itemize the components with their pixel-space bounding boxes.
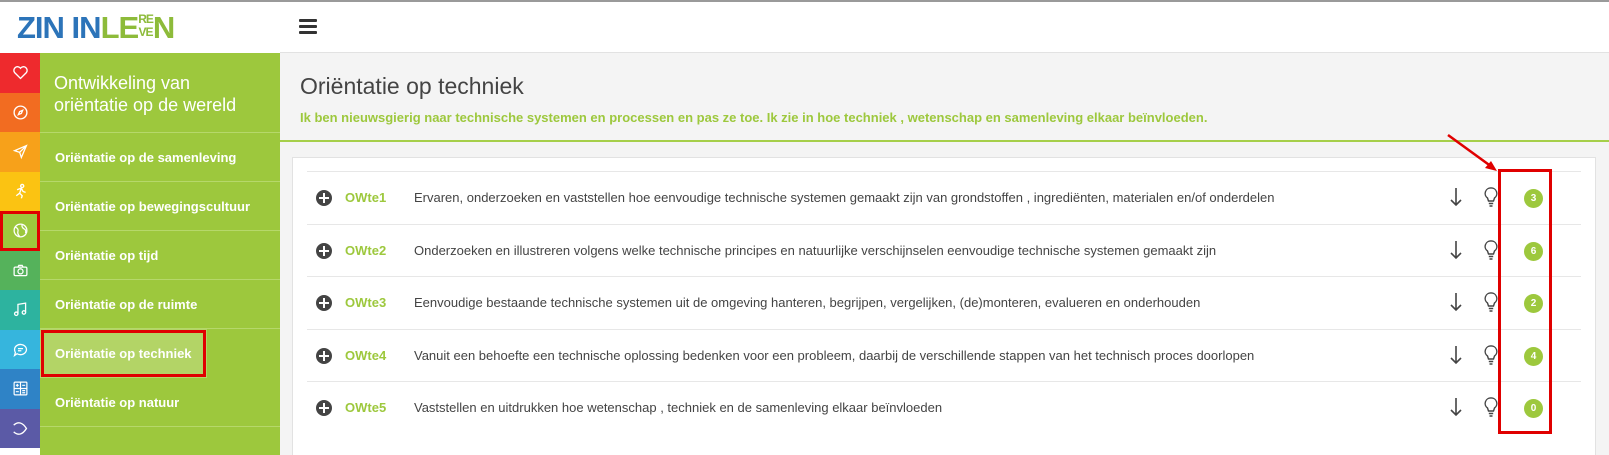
rail-item-running[interactable] (0, 172, 40, 212)
lightbulb-icon[interactable] (1483, 344, 1499, 366)
chat-icon (12, 341, 29, 358)
arrow-down-icon[interactable] (1449, 186, 1463, 208)
expand-plus-icon[interactable] (316, 243, 332, 259)
hamburger-menu-icon[interactable] (299, 19, 317, 35)
send-icon (12, 143, 29, 160)
goal-description: Vanuit een behoefte een technische oplossing bedenken voor een probleem, daarbij de verschillende stappen van het technisch proces doorlopen (414, 348, 1255, 363)
count-badge[interactable]: 2 (1524, 294, 1543, 313)
count-badge[interactable]: 0 (1524, 399, 1543, 418)
camera-icon (12, 262, 29, 279)
compass-icon (12, 104, 29, 121)
running-icon (12, 183, 29, 200)
music-icon (12, 301, 29, 318)
count-badge[interactable]: 4 (1524, 347, 1543, 366)
expand-plus-icon[interactable] (316, 400, 332, 416)
goal-code[interactable]: OWte5 (345, 400, 387, 415)
page-subtitle: Ik ben nieuwsgierig naar technische systemen en processen en pas ze toe. Ik zie in hoe techniek , wetenschap en samenleving elkaar beïnvloeden. (300, 110, 1208, 125)
rail-item-chat[interactable] (0, 330, 40, 370)
rail-item-heart[interactable] (0, 53, 40, 93)
goal-code[interactable]: OWte2 (345, 243, 387, 258)
page-title: Oriëntatie op techniek (300, 73, 524, 99)
goal-row[interactable] (307, 276, 1581, 329)
fish-icon (12, 420, 29, 437)
count-badge[interactable]: 3 (1524, 189, 1543, 208)
page-header (280, 53, 1609, 142)
goal-description: Onderzoeken en illustreren volgens welke technische principes en natuurlijke verschijnselen eenvoudige technische systemen gemaakt zijn (414, 243, 1217, 258)
rail-item-music[interactable] (0, 290, 40, 330)
subnav-item-tijd[interactable]: Oriëntatie op tijd (40, 231, 280, 280)
subnav-item-techniek[interactable]: Oriëntatie op techniek (40, 329, 207, 378)
logo[interactable]: ZIN INLERE VEN (17, 10, 175, 45)
goal-code[interactable]: OWte1 (345, 190, 387, 205)
top-bar (280, 2, 1609, 53)
lightbulb-icon[interactable] (1483, 186, 1499, 208)
goal-code[interactable]: OWte3 (345, 295, 387, 310)
sub-navigation (40, 53, 280, 455)
goal-row[interactable] (307, 224, 1581, 277)
rail-item-fish[interactable] (0, 409, 40, 449)
expand-plus-icon[interactable] (316, 190, 332, 206)
arrow-down-icon[interactable] (1449, 239, 1463, 261)
subnav-item-natuur[interactable]: Oriëntatie op natuur (40, 378, 280, 427)
count-badge[interactable]: 6 (1524, 242, 1543, 261)
main-content (280, 53, 1609, 455)
goal-description: Vaststellen en uitdrukken hoe wetenschap , techniek en de samenleving elkaar beïnvloeden (414, 400, 943, 415)
goal-description: Ervaren, onderzoeken en vaststellen hoe eenvoudige technische systemen gemaakt zijn van grondstoffen , ingrediënten, materialen en/of onderdelen (414, 190, 1275, 205)
rail-item-send[interactable] (0, 132, 40, 172)
arrow-down-icon[interactable] (1449, 291, 1463, 313)
calculator-icon (12, 380, 29, 397)
subnav-item-samenleving[interactable]: Oriëntatie op de samenleving (40, 133, 280, 182)
goal-row[interactable] (307, 171, 1581, 224)
subnav-title: Ontwikkeling van oriëntatie op de wereld (40, 53, 280, 133)
arrow-down-icon[interactable] (1449, 344, 1463, 366)
logo-bar (0, 2, 280, 53)
subnav-item-ruimte[interactable]: Oriëntatie op de ruimte (40, 280, 280, 329)
goal-description: Eenvoudige bestaande technische systemen uit de omgeving hanteren, begrijpen, vergelijken, (de)monteren, evalueren en onderhouden (414, 295, 1201, 310)
rail-item-compass[interactable] (0, 93, 40, 133)
rail-item-camera[interactable] (0, 251, 40, 291)
goal-row[interactable] (307, 329, 1581, 382)
goal-code[interactable]: OWte4 (345, 348, 387, 363)
lightbulb-icon[interactable] (1483, 291, 1499, 313)
heart-icon (12, 64, 29, 81)
rail-item-calculator[interactable] (0, 369, 40, 409)
goals-list (292, 157, 1596, 455)
lightbulb-icon[interactable] (1483, 396, 1499, 418)
expand-plus-icon[interactable] (316, 295, 332, 311)
goal-row[interactable] (307, 381, 1581, 434)
rail-item-globe[interactable] (0, 211, 40, 251)
subnav-item-bewegingscultuur[interactable]: Oriëntatie op bewegingscultuur (40, 182, 280, 231)
icon-rail (0, 53, 40, 455)
globe-icon (12, 222, 29, 239)
lightbulb-icon[interactable] (1483, 239, 1499, 261)
arrow-down-icon[interactable] (1449, 396, 1463, 418)
expand-plus-icon[interactable] (316, 348, 332, 364)
